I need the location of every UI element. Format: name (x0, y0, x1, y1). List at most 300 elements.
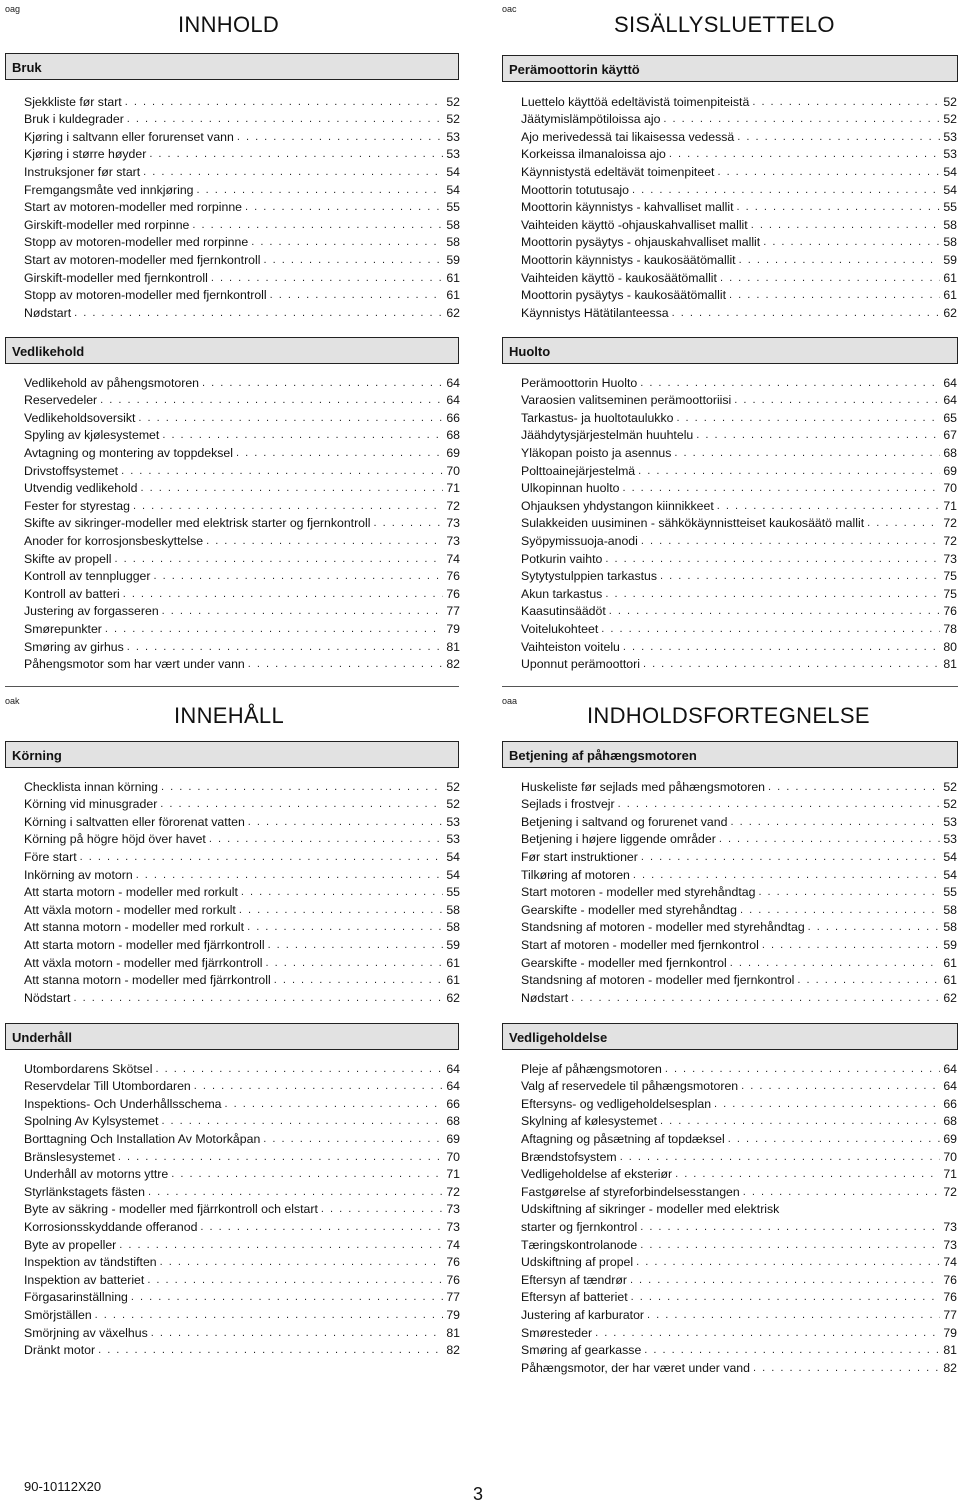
toc-entry (521, 795, 957, 813)
entry-label: Skifte av sikringer-modeller med elektrisk starter og fjernkontroll (24, 516, 371, 531)
toc-entry (24, 971, 460, 989)
toc-title: SISÄLLYSLUETTELO (614, 12, 835, 37)
toc-entry (521, 180, 957, 198)
toc-entry (521, 391, 957, 409)
entry-label: Perämoottorin Huolto (521, 375, 638, 390)
dot-leader (138, 411, 443, 426)
toc-entry (521, 1288, 957, 1306)
entry-label: Vaihteiston voitelu (521, 639, 620, 654)
entry-label: Syöpymissuoja-anodi (521, 533, 638, 548)
entry-page: 53 (943, 832, 957, 847)
toc-entry (521, 514, 957, 532)
entry-label: Att starta motorn - modeller med rorkult (24, 885, 238, 900)
entry-page: 52 (943, 797, 957, 812)
entry-label: Start af motoren - modeller med fjernkontrol (521, 937, 759, 952)
entry-label: Byte av propeller (24, 1237, 117, 1252)
entry-page: 71 (446, 481, 460, 496)
entry-page: 66 (446, 1096, 460, 1111)
dot-leader (248, 657, 444, 672)
entry-page: 76 (446, 1255, 460, 1270)
dot-leader (74, 306, 443, 321)
toc-entry (24, 373, 460, 391)
entry-label: Tarkastus- ja huoltotaulukko (521, 410, 674, 425)
toc-entry (521, 531, 957, 549)
entry-page: 64 (446, 375, 460, 390)
entry-label: Reservdelar Till Utombordaren (24, 1079, 191, 1094)
dot-leader (263, 1132, 443, 1147)
dot-leader (630, 1273, 940, 1288)
dot-leader (143, 165, 443, 180)
dot-leader (374, 516, 444, 531)
entry-label: Påhængsmotor, der har været under vand (521, 1360, 750, 1375)
entry-page: 74 (446, 1237, 460, 1252)
toc-entry (521, 777, 957, 795)
entry-label: Før start instruktioner (521, 849, 638, 864)
entry-page: 70 (446, 1149, 460, 1164)
entry-page: 72 (943, 1184, 957, 1199)
toc-entry (24, 795, 460, 813)
entry-page: 58 (943, 217, 957, 232)
toc-entry (521, 918, 957, 936)
entry-page: 71 (943, 1167, 957, 1182)
dot-leader (136, 868, 444, 883)
entry-label: Gearskifte - modeller med fjernkontrol (521, 955, 727, 970)
toc-entry (24, 426, 460, 444)
toc-entry (521, 953, 957, 971)
toc-entry (521, 408, 957, 426)
entry-label: Checklista innan körning (24, 779, 158, 794)
entry-page: 64 (943, 375, 957, 390)
entry-page: 55 (446, 200, 460, 215)
entry-page: 75 (943, 569, 957, 584)
dot-leader (127, 112, 444, 127)
entry-page: 53 (446, 147, 460, 162)
toc-entry (24, 1129, 460, 1147)
dot-leader (622, 481, 940, 496)
dot-leader (867, 516, 940, 531)
entry-label: Sytytystulppien tarkastus (521, 569, 658, 584)
toc-entry (521, 1323, 957, 1341)
toc-list (521, 92, 957, 321)
section-heading: Betjening af påhængsmotoren (502, 741, 958, 768)
entry-page: 76 (446, 1272, 460, 1287)
toc-entry (521, 1182, 957, 1200)
entry-label: Bränslesystemet (24, 1149, 115, 1164)
entry-label: Inkörning av motorn (24, 867, 133, 882)
toc-entry (24, 935, 460, 953)
dot-leader (200, 1220, 443, 1235)
entry-page: 70 (943, 481, 957, 496)
entry-label: Att stanna motorn - modeller med rorkult (24, 920, 245, 935)
entry-label: Att stanna motorn - modeller med fjärrkontroll (24, 973, 271, 988)
entry-label: Vaihteiden käyttö - kaukosäätömallit (521, 270, 717, 285)
toc-entry (24, 408, 460, 426)
entry-page: 52 (446, 112, 460, 127)
toc-entry (521, 883, 957, 901)
toc-entry (521, 1200, 957, 1235)
section-code: oaa (502, 696, 518, 706)
dot-leader (730, 956, 941, 971)
toc-list (24, 373, 460, 672)
entry-page: 58 (943, 920, 957, 935)
dot-leader (752, 95, 940, 110)
toc-entry (24, 145, 460, 163)
entry-label: Start av motoren-modeller med rorpinne (24, 200, 243, 215)
toc-entry (24, 162, 460, 180)
dot-leader (663, 112, 940, 127)
toc-entry (24, 443, 460, 461)
entry-page: 62 (446, 305, 460, 320)
toc-entry (24, 1217, 460, 1235)
document-code: 90-10112X20 (24, 1479, 102, 1494)
entry-label: Kjøring i saltvann eller forurenset vann (24, 129, 234, 144)
toc-entry (521, 637, 957, 655)
section-code: oag (5, 4, 21, 14)
dot-leader (728, 1132, 941, 1147)
toc-entry (24, 883, 460, 901)
entry-label: Moottorin pysäytys - ohjauskahvalliset mallit (521, 235, 761, 250)
entry-label: Vedlikehold av påhengsmotoren (24, 375, 200, 390)
entry-page: 61 (446, 270, 460, 285)
dot-leader (644, 1343, 940, 1358)
entry-label: Korrosionsskyddande offeranod (24, 1219, 198, 1234)
toc-entry (521, 303, 957, 321)
toc-entry (521, 935, 957, 953)
entry-label: Stopp av motoren-modeller med fjernkontroll (24, 288, 267, 303)
dot-leader (669, 147, 940, 162)
entry-label: Inspektion av batteriet (24, 1272, 145, 1287)
dot-leader (118, 1150, 443, 1165)
entry-page: 73 (943, 551, 957, 566)
dot-leader (151, 1326, 444, 1341)
toc-entry (24, 1182, 460, 1200)
entry-label: Kjøring i større høyder (24, 147, 147, 162)
toc-title: INDHOLDSFORTEGNELSE (587, 703, 870, 728)
entry-label: Tilkøring af motoren (521, 867, 630, 882)
entry-page: 74 (446, 551, 460, 566)
entry-page: 61 (943, 955, 957, 970)
entry-label: Eftersyn af batteriet (521, 1290, 628, 1305)
entry-page: 70 (943, 1149, 957, 1164)
toc-entry (521, 162, 957, 180)
entry-label: Drivstoffsystemet (24, 463, 119, 478)
section-heading: Körning (5, 741, 459, 768)
dot-leader (631, 1290, 941, 1305)
section-code: oac (502, 4, 517, 14)
entry-page: 54 (943, 164, 957, 179)
entry-label: Voitelukohteet (521, 621, 599, 636)
toc-entry (521, 1235, 957, 1253)
entry-label: Käynnistys Hätätilanteessa (521, 305, 669, 320)
entry-label: Jäätymislämpötiloissa ajo (521, 112, 661, 127)
entry-label: Akun tarkastus (521, 586, 603, 601)
toc-entry (24, 1253, 460, 1271)
dot-leader (192, 218, 443, 233)
entry-page: 76 (446, 569, 460, 584)
dot-leader (660, 1114, 940, 1129)
entry-page: 76 (943, 604, 957, 619)
section-heading: Vedligeholdelse (502, 1023, 958, 1050)
entry-label: Byte av säkring - modeller med fjärrkontroll och elstart (24, 1202, 318, 1217)
dot-leader (640, 1238, 940, 1253)
toc-entry (521, 250, 957, 268)
divider (5, 686, 459, 687)
entry-label: Girskift-modeller med rorpinne (24, 217, 190, 232)
entry-page: 82 (943, 1360, 957, 1375)
dot-leader (80, 850, 444, 865)
dot-leader (740, 903, 940, 918)
dot-leader (717, 499, 941, 514)
dot-leader (696, 428, 940, 443)
entry-page: 53 (446, 832, 460, 847)
entry-page: 54 (943, 849, 957, 864)
toc-title: INNEHÅLL (174, 703, 284, 728)
entry-label: Ohjauksen yhdystangon kiinnikkeet (521, 498, 714, 513)
toc-entry (24, 531, 460, 549)
entry-page: 53 (943, 129, 957, 144)
section-heading: Perämoottorin käyttö (502, 55, 958, 82)
entry-label: Uponnut perämoottori (521, 657, 640, 672)
entry-label: Käynnistystä edeltävät toimenpiteet (521, 164, 715, 179)
dot-leader (676, 411, 940, 426)
entry-page: 69 (446, 1131, 460, 1146)
toc-entry (24, 777, 460, 795)
dot-leader (171, 1167, 443, 1182)
toc-entry (24, 1235, 460, 1253)
dot-leader (719, 832, 940, 847)
dot-leader (609, 604, 941, 619)
entry-page: 66 (943, 1096, 957, 1111)
entry-page: 64 (943, 1061, 957, 1076)
toc-entry (24, 1147, 460, 1165)
dot-leader (263, 253, 443, 268)
entry-page: 53 (943, 814, 957, 829)
entry-page: 77 (943, 1307, 957, 1322)
toc-entry (521, 830, 957, 848)
entry-page: 82 (446, 1343, 460, 1358)
entry-label: Smøresteder (521, 1325, 593, 1340)
dot-leader (225, 1097, 444, 1112)
dot-leader (121, 464, 443, 479)
toc-entry (521, 461, 957, 479)
toc-entry (521, 373, 957, 391)
entry-label: Udskiftning af sikringer - modeller med elektrisk (521, 1202, 780, 1217)
toc-entry (521, 1358, 957, 1376)
toc-entry (521, 567, 957, 585)
entry-page: 59 (943, 252, 957, 267)
entry-label: Standsning af motoren - modeller med styrehåndtag (521, 920, 805, 935)
entry-page: 58 (446, 217, 460, 232)
entry-page: 61 (446, 288, 460, 303)
toc-entry (521, 549, 957, 567)
dot-leader (206, 534, 443, 549)
toc-entry (24, 830, 460, 848)
section-heading: Vedlikehold (5, 337, 459, 364)
dot-leader (641, 850, 940, 865)
dot-leader (147, 1273, 443, 1288)
entry-label: Avtagning og montering av toppdeksel (24, 445, 233, 460)
dot-leader (674, 446, 940, 461)
entry-label: Eftersyns- og vedligeholdelsesplan (521, 1096, 712, 1111)
toc-list (521, 777, 957, 1006)
entry-page: 68 (943, 445, 957, 460)
dot-leader (763, 235, 940, 250)
entry-page: 68 (943, 1114, 957, 1129)
toc-entry (521, 865, 957, 883)
toc-entry (521, 847, 957, 865)
entry-page: 54 (943, 182, 957, 197)
entry-label: Yläkopan poisto ja asennus (521, 445, 672, 460)
entry-page: 75 (943, 586, 957, 601)
entry-page: 52 (943, 112, 957, 127)
entry-page: 69 (943, 1131, 957, 1146)
dot-leader (131, 1290, 443, 1305)
toc-entry (24, 92, 460, 110)
entry-label: Borttagning Och Installation Av Motorkåpan (24, 1131, 261, 1146)
dot-leader (640, 1220, 940, 1235)
dot-leader (741, 1079, 940, 1094)
dot-leader (797, 973, 940, 988)
toc-entry (521, 215, 957, 233)
entry-label: Inspektion av tändstiften (24, 1255, 157, 1270)
entry-page: 64 (943, 393, 957, 408)
entry-label-continued: starter og fjernkontrol (521, 1219, 638, 1234)
dot-leader (672, 306, 941, 321)
dot-leader (161, 780, 443, 795)
toc-entry (24, 988, 460, 1006)
dot-leader (140, 481, 443, 496)
entry-label: Anoder for korrosjonsbeskyttelse (24, 533, 204, 548)
entry-label: Skylning af kølesystemet (521, 1114, 657, 1129)
toc-entry (24, 1270, 460, 1288)
toc-entry (521, 1094, 957, 1112)
toc-entry (24, 1288, 460, 1306)
entry-page: 52 (446, 797, 460, 812)
toc-entry (24, 812, 460, 830)
entry-page: 69 (943, 463, 957, 478)
dot-leader (743, 1185, 941, 1200)
dot-leader (762, 938, 940, 953)
entry-label: Vedlikeholdsoversikt (24, 410, 136, 425)
entry-page: 81 (446, 1325, 460, 1340)
entry-page: 52 (943, 779, 957, 794)
toc-entry (521, 1305, 957, 1323)
dot-leader (640, 376, 940, 391)
entry-page: 55 (446, 885, 460, 900)
entry-page: 70 (446, 463, 460, 478)
entry-page: 55 (943, 200, 957, 215)
entry-label: Dränkt motor (24, 1343, 96, 1358)
page-number: 3 (473, 1484, 484, 1504)
entry-label: Bruk i kuldegrader (24, 112, 124, 127)
entry-label: Luettelo käyttöä edeltävistä toimenpiteistä (521, 94, 750, 109)
entry-page: 64 (446, 393, 460, 408)
dot-leader (133, 499, 443, 514)
entry-label: Kaasutinsäädöt (521, 604, 606, 619)
entry-label: Utvendig vedlikehold (24, 481, 138, 496)
entry-label: Nødstart (521, 990, 569, 1005)
entry-label: Aftagning og påsætning af topdæksel (521, 1131, 725, 1146)
entry-label: Smørepunkter (24, 621, 102, 636)
entry-label: Stopp av motoren-modeller med rorpinne (24, 235, 249, 250)
entry-label: Körning vid minusgrader (24, 797, 158, 812)
dot-leader (660, 569, 940, 584)
dot-leader (73, 991, 443, 1006)
toc-entry (24, 1200, 460, 1218)
toc-list (24, 1059, 460, 1358)
entry-page: 80 (943, 639, 957, 654)
entry-page: 73 (446, 1219, 460, 1234)
toc-entry (521, 1077, 957, 1095)
toc-entry (521, 1341, 957, 1359)
toc-title: INNHOLD (178, 12, 280, 37)
entry-label: Polttoainejärjestelmä (521, 463, 636, 478)
entry-label: Körning i saltvatten eller förorenat vatten (24, 814, 245, 829)
toc-entry (24, 461, 460, 479)
entry-label: Körning på högre höjd över havet (24, 832, 206, 847)
entry-page: 65 (943, 410, 957, 425)
entry-page: 61 (446, 955, 460, 970)
dot-leader (729, 288, 940, 303)
toc-entry (521, 198, 957, 216)
toc-entry (521, 286, 957, 304)
entry-label: Huskeliste før sejlads med påhængsmotoren (521, 779, 765, 794)
dot-leader (618, 797, 941, 812)
toc-entry (521, 479, 957, 497)
entry-page: 54 (446, 164, 460, 179)
entry-page: 62 (943, 990, 957, 1005)
entry-page: 68 (446, 428, 460, 443)
toc-entry (521, 92, 957, 110)
toc-entry (24, 567, 460, 585)
entry-label: Fastgørelse af styreforbindelsesstangen (521, 1184, 740, 1199)
dot-leader (149, 147, 443, 162)
entry-label: Moottorin totutusajo (521, 182, 630, 197)
entry-page: 79 (943, 1325, 957, 1340)
entry-page: 72 (943, 533, 957, 548)
entry-page: 61 (943, 973, 957, 988)
entry-label: Varaosien valitseminen perämoottoriisi (521, 393, 732, 408)
dot-leader (737, 200, 941, 215)
entry-label: Spyling av kjølesystemet (24, 428, 160, 443)
entry-page: 79 (446, 1307, 460, 1322)
dot-leader (209, 832, 443, 847)
entry-page: 66 (446, 410, 460, 425)
entry-page: 58 (943, 235, 957, 250)
toc-entry (24, 953, 460, 971)
entry-page: 72 (943, 516, 957, 531)
toc-entry (24, 198, 460, 216)
entry-label: Betjening i saltvand og forurenet vand (521, 814, 728, 829)
entry-label: Vedligeholdelse af eksteriør (521, 1167, 673, 1182)
toc-entry (521, 426, 957, 444)
toc-entry (521, 812, 957, 830)
entry-page: 53 (446, 814, 460, 829)
entry-page: 61 (943, 270, 957, 285)
toc-entry (521, 619, 957, 637)
toc-entry (521, 988, 957, 1006)
dot-leader (95, 1308, 444, 1323)
dot-leader (632, 183, 940, 198)
dot-leader (239, 903, 443, 918)
entry-label: Sjekkliste før start (24, 94, 122, 109)
entry-page: 59 (943, 937, 957, 952)
dot-leader (571, 991, 940, 1006)
entry-page: 59 (446, 252, 460, 267)
entry-label: Gearskifte - modeller med styrehåndtag (521, 902, 737, 917)
dot-leader (321, 1202, 443, 1217)
toc-entry (521, 584, 957, 602)
